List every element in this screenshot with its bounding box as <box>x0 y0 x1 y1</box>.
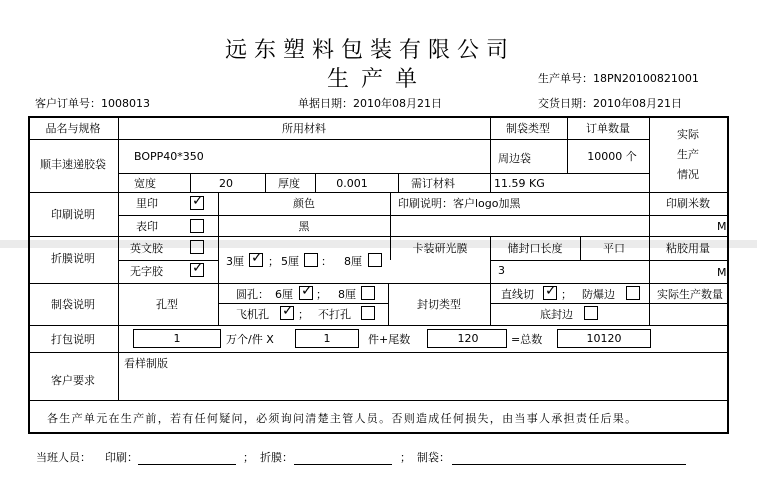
straight-cut-checkbox[interactable] <box>543 283 557 300</box>
thickness-value: 0.001 <box>336 177 368 190</box>
round-sep: ； <box>316 288 327 301</box>
row-line <box>118 215 729 216</box>
bagmaking-label: 制袋说明 <box>51 298 95 311</box>
layers-8-checkbox[interactable] <box>368 253 382 267</box>
qty-label: 订单数量 <box>586 122 630 135</box>
row-line <box>490 303 729 304</box>
color-label: 颜色 <box>293 197 315 210</box>
need-value: 11.59 KG <box>494 177 545 190</box>
round-8-checkbox[interactable] <box>361 286 375 300</box>
material-label: 所用材料 <box>282 122 326 135</box>
table-border-right <box>727 116 729 434</box>
delivery-date-label: 交货日期： <box>538 97 593 110</box>
cut-sep: ； <box>561 288 572 301</box>
anti-burst-checkbox[interactable] <box>626 286 640 300</box>
row-line <box>490 260 729 261</box>
surface-print-label: 表印 <box>136 220 158 233</box>
actual-qty-label: 实际生产数量 <box>657 288 723 301</box>
folding-staff-line[interactable] <box>294 464 392 465</box>
plane-hole-checkbox[interactable] <box>280 303 294 320</box>
notice-text: 各生产单元在生产前，若有任何疑问，必须询问清楚主管人员。否则造成任何损失，由当事人承担责任后果。 <box>47 412 638 425</box>
layers-8-label: 8厘 <box>344 255 362 268</box>
boxes-unit: 件+尾数 <box>368 333 411 346</box>
request-label: 客户要求 <box>51 374 95 387</box>
packing-label: 打包说明 <box>51 333 95 346</box>
inner-print-label: 里印 <box>136 197 158 210</box>
footer-sep-2: ； <box>400 451 411 464</box>
laminate-opt2-label: 无字胶 <box>130 265 163 278</box>
check-icon: ✓ <box>545 283 557 299</box>
footer-sep-1: ； <box>243 451 254 464</box>
check-icon: ✓ <box>192 193 204 209</box>
shift-staff-label: 当班人员： <box>36 451 91 464</box>
document-title: 生产单 <box>327 67 430 92</box>
total-value: 10120 <box>586 332 622 345</box>
width-value: 20 <box>219 177 233 190</box>
boxes-value: 1 <box>323 332 331 345</box>
round-6-label: 6厘 <box>275 288 293 301</box>
bag-type-value: 周边袋 <box>498 152 531 165</box>
production-no-value: 18PN20100821001 <box>593 72 699 85</box>
bag-type-label: 制袋类型 <box>506 122 550 135</box>
round-8-label: 8厘 <box>338 288 356 301</box>
width-label: 宽度 <box>134 177 156 190</box>
need-label: 需订材料 <box>411 177 455 190</box>
anti-burst-label: 防爆边 <box>582 288 615 301</box>
row-line <box>28 325 729 326</box>
check-icon: ✓ <box>282 303 294 319</box>
laminate-label: 折膜说明 <box>51 252 95 265</box>
glue-usage-label: 粘胶用量 <box>666 242 710 255</box>
no-hole-checkbox[interactable] <box>361 306 375 320</box>
printing-staff-label: 印刷： <box>105 451 138 464</box>
print-note <box>398 197 521 210</box>
tail-value: 120 <box>457 332 479 345</box>
row-line <box>28 139 649 140</box>
customer-order <box>35 97 150 110</box>
straight-cut-label: 直线切 <box>501 288 534 301</box>
row-line <box>28 192 729 193</box>
bagging-staff-label: 制袋： <box>417 451 450 464</box>
actual-label: 实际 <box>677 128 699 141</box>
print-note-value: 客户logo加黑 <box>453 197 521 210</box>
laminate-sep-1: ； <box>268 255 279 268</box>
per-box-unit: 万个/件 X <box>226 333 274 346</box>
delivery-date-value: 2010年08月21日 <box>593 97 682 110</box>
laminate-sep-2: ： <box>321 255 332 268</box>
folding-staff-label: 折膜： <box>260 451 293 464</box>
row-line <box>218 303 388 304</box>
laminate-value: 3 <box>498 264 505 277</box>
print-meters-label: 印刷米数 <box>666 197 710 210</box>
delivery-date <box>538 97 682 110</box>
print-label: 印刷说明 <box>51 208 95 221</box>
scan-streak <box>0 240 757 248</box>
total-label: =总数 <box>511 333 543 346</box>
glue-unit: M <box>717 266 727 279</box>
no-hole-label: 不打孔 <box>318 308 351 321</box>
plane-hole-label: 飞机孔 <box>236 308 269 321</box>
seal-length-label: 储封口长度 <box>507 242 563 255</box>
table-border-left <box>28 116 30 434</box>
col-line <box>315 173 316 192</box>
material-value: BOPP40*350 <box>134 150 204 163</box>
laminate-process-label: 卡装研光膜 <box>412 242 468 255</box>
col-line <box>390 192 391 260</box>
col-line <box>265 173 266 192</box>
table-border-top <box>28 116 729 118</box>
row-line <box>118 173 649 174</box>
print-note-label: 印刷说明： <box>398 197 453 210</box>
per-box-value: 1 <box>173 332 181 345</box>
customer-order-label: 客户订单号： <box>35 97 101 110</box>
col-line <box>118 116 119 352</box>
bottom-seal-checkbox[interactable] <box>584 306 598 320</box>
row-line <box>28 400 729 401</box>
product-label: 品名与规格 <box>45 122 101 135</box>
round-6-checkbox[interactable] <box>299 283 313 300</box>
layers-5-label: 5厘 <box>281 255 299 268</box>
col-line <box>190 173 191 192</box>
bagging-staff-line[interactable] <box>452 464 686 465</box>
actual-label-2: 生产 <box>677 148 699 161</box>
laminate-opt2-checkbox[interactable] <box>190 260 204 277</box>
print-meters-unit: M <box>717 220 727 233</box>
color-value: 黑 <box>298 220 310 233</box>
inner-print-checkbox[interactable] <box>190 193 204 210</box>
surface-print-checkbox[interactable] <box>190 219 204 233</box>
seal-type-label: 封切类型 <box>417 298 461 311</box>
plane-sep: ； <box>298 308 309 321</box>
layers-3-label: 3厘 <box>226 255 244 268</box>
product-value: 顺丰速递胶袋 <box>40 158 106 171</box>
actual-label-3: 情况 <box>677 168 699 181</box>
check-icon: ✓ <box>301 283 313 299</box>
order-date-value: 2010年08月21日 <box>353 97 442 110</box>
flat-mouth-label: 平口 <box>603 242 625 255</box>
qty-value: 10000 个 <box>587 150 637 163</box>
company-name: 远东塑料包装有限公司 <box>225 38 516 63</box>
col-line <box>649 116 650 192</box>
check-icon: ✓ <box>251 250 263 266</box>
col-line <box>118 352 119 400</box>
order-date <box>298 97 442 110</box>
request-value: 看样制版 <box>124 357 168 370</box>
col-line <box>649 192 650 325</box>
col-line <box>218 192 219 325</box>
row-line <box>28 236 729 237</box>
col-line <box>398 173 399 192</box>
customer-order-value: 1008013 <box>101 97 150 110</box>
production-no <box>538 72 699 85</box>
col-line <box>388 283 389 325</box>
check-icon: ✓ <box>192 260 204 276</box>
col-line <box>567 116 568 173</box>
table-border-bottom <box>28 432 729 434</box>
bottom-seal-label: 底封边 <box>540 308 573 321</box>
row-line <box>28 352 729 353</box>
laminate-opt1-label: 英文胶 <box>130 242 163 255</box>
production-no-label: 生产单号： <box>538 72 593 85</box>
order-date-label: 单据日期： <box>298 97 353 110</box>
layers-5-checkbox[interactable] <box>304 253 318 267</box>
thickness-label: 厚度 <box>278 177 300 190</box>
printing-staff-line[interactable] <box>138 464 236 465</box>
layers-3-checkbox[interactable] <box>249 250 263 267</box>
round-hole-label: 圆孔： <box>236 288 269 301</box>
col-line <box>490 236 491 325</box>
row-line <box>28 283 729 284</box>
hole-type-label: 孔型 <box>156 298 178 311</box>
col-line <box>490 116 491 192</box>
